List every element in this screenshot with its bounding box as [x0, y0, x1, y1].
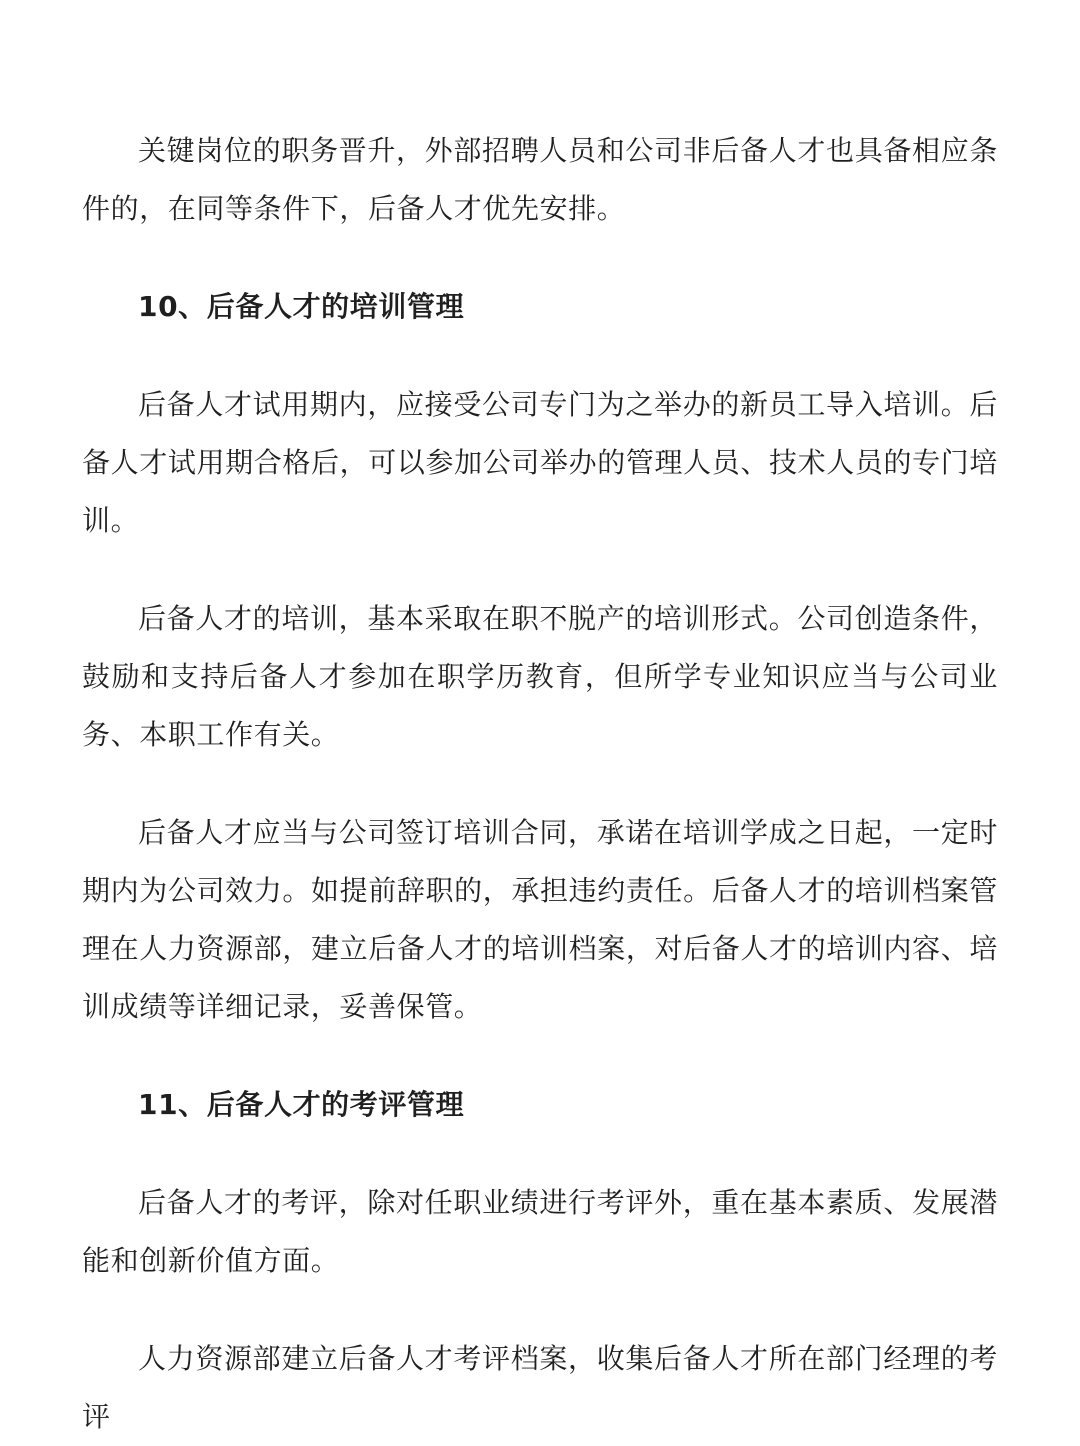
section-heading-training: 10、后备人才的培训管理: [138, 290, 465, 323]
paragraph-evaluation-focus: 后备人才的考评，除对任职业绩进行考评外，重在基本素质、发展潜能和创新价值方面。: [82, 1186, 998, 1277]
paragraph-training-format: 后备人才的培训，基本采取在职不脱产的培训形式。公司创造条件，鼓励和支持后备人才参加在职学历教育，但所学专业知识应当与公司业务、本职工作有关。: [82, 602, 998, 751]
paragraph-training-contract: 后备人才应当与公司签订培训合同，承诺在培训学成之日起，一定时期内为公司效力。如提前辞职的，承担违约责任。后备人才的培训档案管理在人力资源部，建立后备人才的培训档案，对后备人才的培训内容、培训成绩等详细记录，妥善保管。: [82, 816, 998, 1023]
paragraph-training-probation: 后备人才试用期内，应接受公司专门为之举办的新员工导入培训。后备人才试用期合格后，可以参加公司举办的管理人员、技术人员的专门培训。: [82, 388, 998, 537]
paragraph-promotion-priority: 关键岗位的职务晋升，外部招聘人员和公司非后备人才也具备相应条件的，在同等条件下，后备人才优先安排。: [82, 134, 998, 225]
paragraph-evaluation-archive: 人力资源部建立后备人才考评档案，收集后备人才所在部门经理的考评: [82, 1342, 998, 1433]
section-heading-evaluation: 11、后备人才的考评管理: [138, 1088, 465, 1121]
